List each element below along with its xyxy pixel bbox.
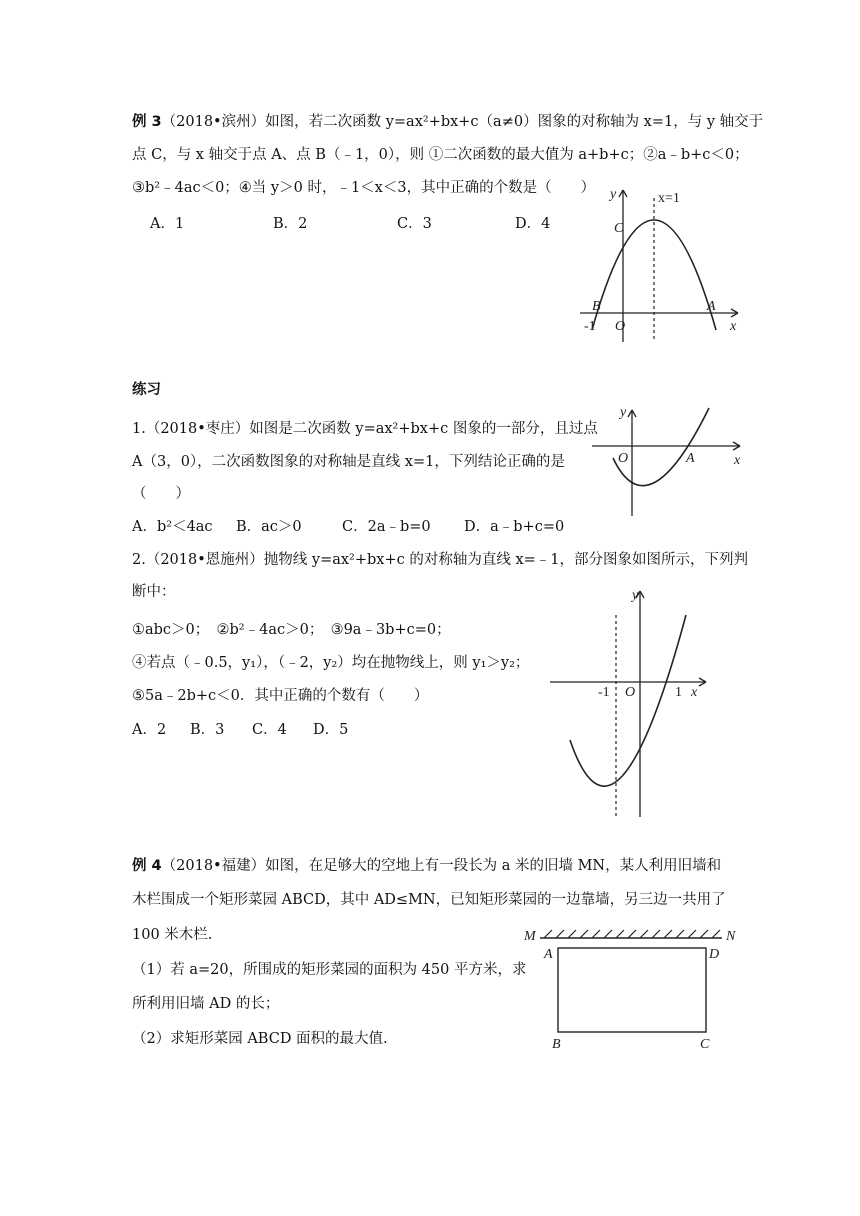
symmetry-label: x=1: [658, 191, 680, 206]
example3-option-c: C．3: [397, 216, 432, 232]
point-c-label: C: [614, 221, 624, 236]
q2-line3: ①abc＞0； ②b²﹣4ac＞0； ③9a﹣3b+c=0；: [132, 622, 451, 638]
q1-line1: 1.（2018•枣庄）如图是二次函数 y=ax²+bx+c 图象的一部分，且过点: [132, 421, 598, 437]
q2-parabola-figure: [548, 585, 718, 820]
q2-option-b: B．3: [190, 722, 225, 738]
q2-option-a: A．2: [132, 722, 167, 738]
wall-hatch: [544, 930, 720, 938]
q1-line3: （ ）: [132, 486, 190, 502]
point-c-label: C: [700, 1037, 710, 1052]
tick-neg1-label: -1: [598, 685, 610, 700]
q1-option-d: D．a﹣b+c=0: [464, 519, 565, 535]
example3-line3: ③b²﹣4ac＜0；④当 y＞0 时，﹣1＜x＜3，其中正确的个数是（ ）: [132, 180, 596, 196]
example4-line3: 100 米木栏.: [132, 927, 213, 943]
parabola-curve: [570, 615, 686, 786]
q2-line2: 断中：: [132, 584, 176, 600]
example3-parabola-figure: [580, 180, 750, 350]
x-axis-label: x: [734, 453, 741, 468]
q1-option-b: B．ac＞0: [236, 519, 302, 535]
origin-label: O: [615, 319, 626, 334]
point-d-label: D: [709, 947, 720, 962]
q2-option-c: C．4: [252, 722, 287, 738]
origin-label: O: [618, 451, 629, 466]
point-a-label: A: [707, 299, 716, 314]
example4-q1-line1: （1）若 a=20，所围成的矩形菜园的面积为 450 平方米，求: [132, 962, 527, 978]
y-axis-label: y: [632, 588, 639, 603]
tick-neg1-label: -1: [584, 319, 596, 334]
example3-text1: （2018•滨州）如图，若二次函数 y=ax²+bx+c（a≠0）图象的对称轴为 x=1，与 y 轴交于: [161, 114, 764, 130]
q2-line4: ④若点（﹣0.5，y₁），（﹣2，y₂）均在抛物线上，则 y₁＞y₂；: [132, 655, 530, 671]
q1-line2: A（3，0），二次函数图象的对称轴是直线 x=1，下列结论正确的是: [132, 454, 565, 470]
point-b-label: B: [552, 1037, 561, 1052]
practice-heading: 练习: [132, 382, 161, 398]
example4-q2: （2）求矩形菜园 ABCD 面积的最大值.: [132, 1031, 388, 1047]
example3-option-b: B．2: [273, 216, 308, 232]
q1-option-a: A．b²＜4ac: [132, 519, 213, 535]
tick-1-label: 1: [675, 685, 682, 700]
x-axis-label: x: [730, 319, 737, 334]
point-a-label: A: [686, 451, 695, 466]
point-b-label: B: [592, 299, 601, 314]
example3-option-d: D．4: [515, 216, 551, 232]
example4-garden-figure: [520, 924, 750, 1054]
example3-line2: 点 C，与 x 轴交于点 A、点 B（﹣1，0），则 ①二次函数的最大值为 a+b+c；②a﹣b+c＜0；: [132, 147, 749, 163]
garden-rectangle: [558, 948, 706, 1032]
parabola-curve: [613, 408, 709, 486]
point-a-label: A: [544, 947, 553, 962]
y-axis-label: y: [610, 187, 617, 202]
point-m-label: M: [524, 929, 536, 944]
x-axis-label: x: [691, 685, 698, 700]
y-axis-label: y: [620, 405, 627, 420]
q2-option-d: D．5: [313, 722, 349, 738]
example4-line1: [132, 856, 721, 876]
q2-line1: 2.（2018•恩施州）抛物线 y=ax²+bx+c 的对称轴为直线 x=﹣1，部分图象如图所示，下列判: [132, 552, 749, 568]
example4-q1-line2: 所利用旧墙 AD 的长；: [132, 996, 280, 1012]
q1-option-c: C．2a﹣b=0: [342, 519, 431, 535]
origin-label: O: [625, 685, 636, 700]
point-n-label: N: [726, 929, 736, 944]
example4-label: 例 4: [132, 858, 162, 874]
example3-line1: [132, 112, 763, 132]
example3-option-a: A．1: [150, 216, 185, 232]
example4-line2: 木栏围成一个矩形菜园 ABCD，其中 AD≤MN，已知矩形菜园的一边靠墙，另三边一共用了: [132, 892, 726, 908]
example3-label: 例 3: [132, 114, 162, 130]
q2-line5: ⑤5a﹣2b+c＜0．其中正确的个数有（ ）: [132, 688, 429, 704]
example4-text1: （2018•福建）如图，在足够大的空地上有一段长为 a 米的旧墙 MN，某人利用旧墙和: [161, 858, 722, 874]
q1-parabola-figure: [588, 400, 748, 520]
